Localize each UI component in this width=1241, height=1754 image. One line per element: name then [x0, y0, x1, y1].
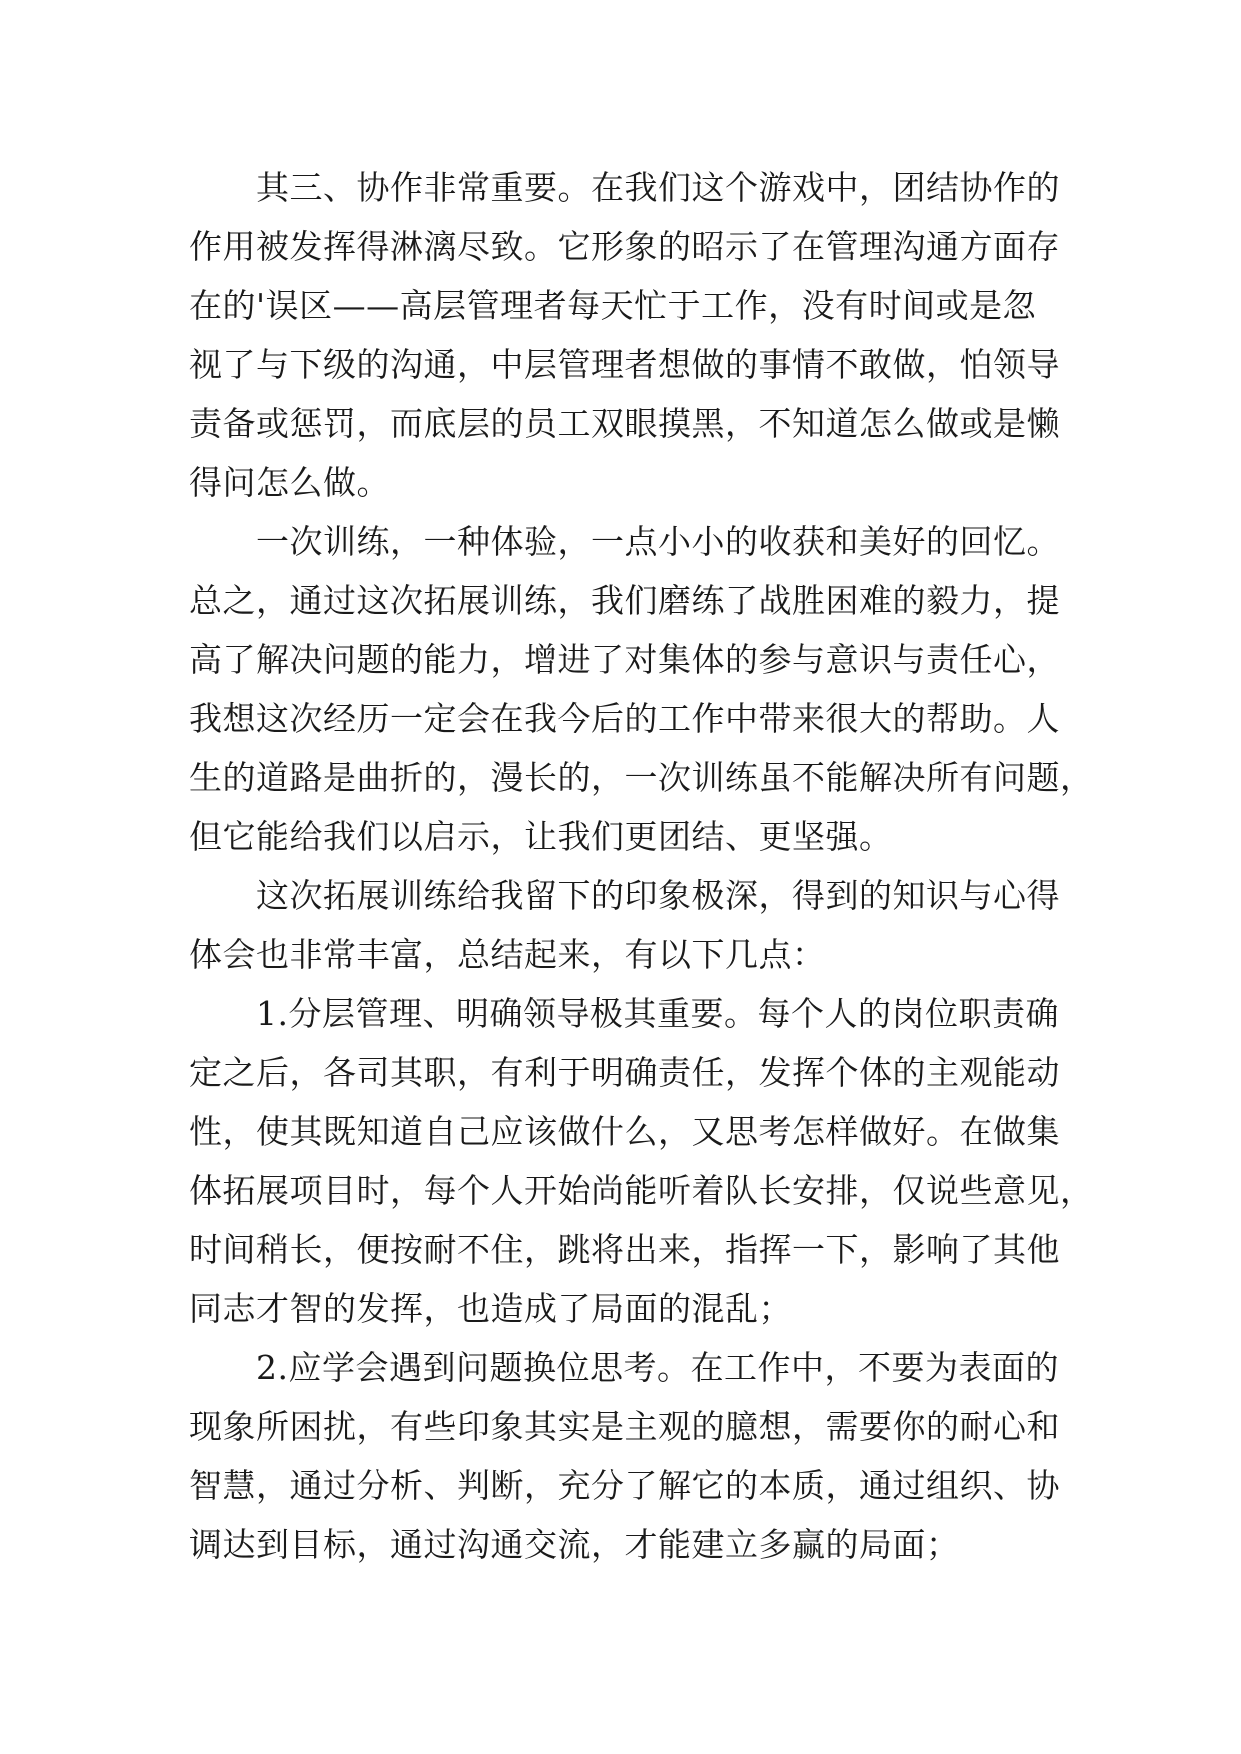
text-line: 责备或惩罚，而底层的员工双眼摸黑，不知道怎么做或是懒 [189, 404, 1060, 443]
text-line: 时间稍长，便按耐不住，跳将出来，指挥一下，影响了其他 [189, 1230, 1060, 1269]
text-line: 调达到目标，通过沟通交流，才能建立多赢的局面； [189, 1525, 960, 1564]
text-line: 2.应学会遇到问题换位思考。在工作中，不要为表面的 [189, 1348, 1059, 1387]
text-line: 生的道路是曲折的，漫长的，一次训练虽不能解决所有问题， [189, 758, 1094, 797]
text-line: 智慧，通过分析、判断，充分了解它的本质，通过组织、协 [189, 1466, 1060, 1505]
text-line: 视了与下级的沟通，中层管理者想做的事情不敢做，怕领导 [189, 345, 1060, 384]
text-line: 现象所困扰，有些印象其实是主观的臆想，需要你的耐心和 [189, 1407, 1060, 1446]
text-line: 我想这次经历一定会在我今后的工作中带来很大的帮助。人 [189, 699, 1060, 738]
text-line: 同志才智的发挥，也造成了局面的混乱； [189, 1289, 792, 1328]
text-line: 但它能给我们以启示，让我们更团结、更坚强。 [189, 817, 893, 856]
text-line: 其三、协作非常重要。在我们这个游戏中，团结协作的 [189, 168, 1060, 207]
text-line: 这次拓展训练给我留下的印象极深，得到的知识与心得 [189, 876, 1060, 915]
text-line: 一次训练，一种体验，一点小小的收获和美好的回忆。 [189, 522, 1060, 561]
text-line: 定之后，各司其职，有利于明确责任，发挥个体的主观能动 [189, 1053, 1060, 1092]
text-line: 体拓展项目时，每个人开始尚能听着队长安排，仅说些意见， [189, 1171, 1094, 1210]
text-line: 性，使其既知道自己应该做什么，又思考怎样做好。在做集 [189, 1112, 1060, 1151]
text-line: 在的'误区——高层管理者每天忙于工作，没有时间或是忽 [189, 286, 1037, 325]
text-line: 体会也非常丰富，总结起来，有以下几点： [189, 935, 826, 974]
text-line: 总之，通过这次拓展训练，我们磨练了战胜困难的毅力，提 [189, 581, 1060, 620]
body-text [189, 158, 1094, 1574]
text-line: 1.分层管理、明确领导极其重要。每个人的岗位职责确 [189, 994, 1059, 1033]
text-line: 得问怎么做。 [189, 463, 390, 502]
text-line: 高了解决问题的能力，增进了对集体的参与意识与责任心， [189, 640, 1060, 679]
text-line: 作用被发挥得淋漓尽致。它形象的昭示了在管理沟通方面存 [189, 227, 1060, 266]
